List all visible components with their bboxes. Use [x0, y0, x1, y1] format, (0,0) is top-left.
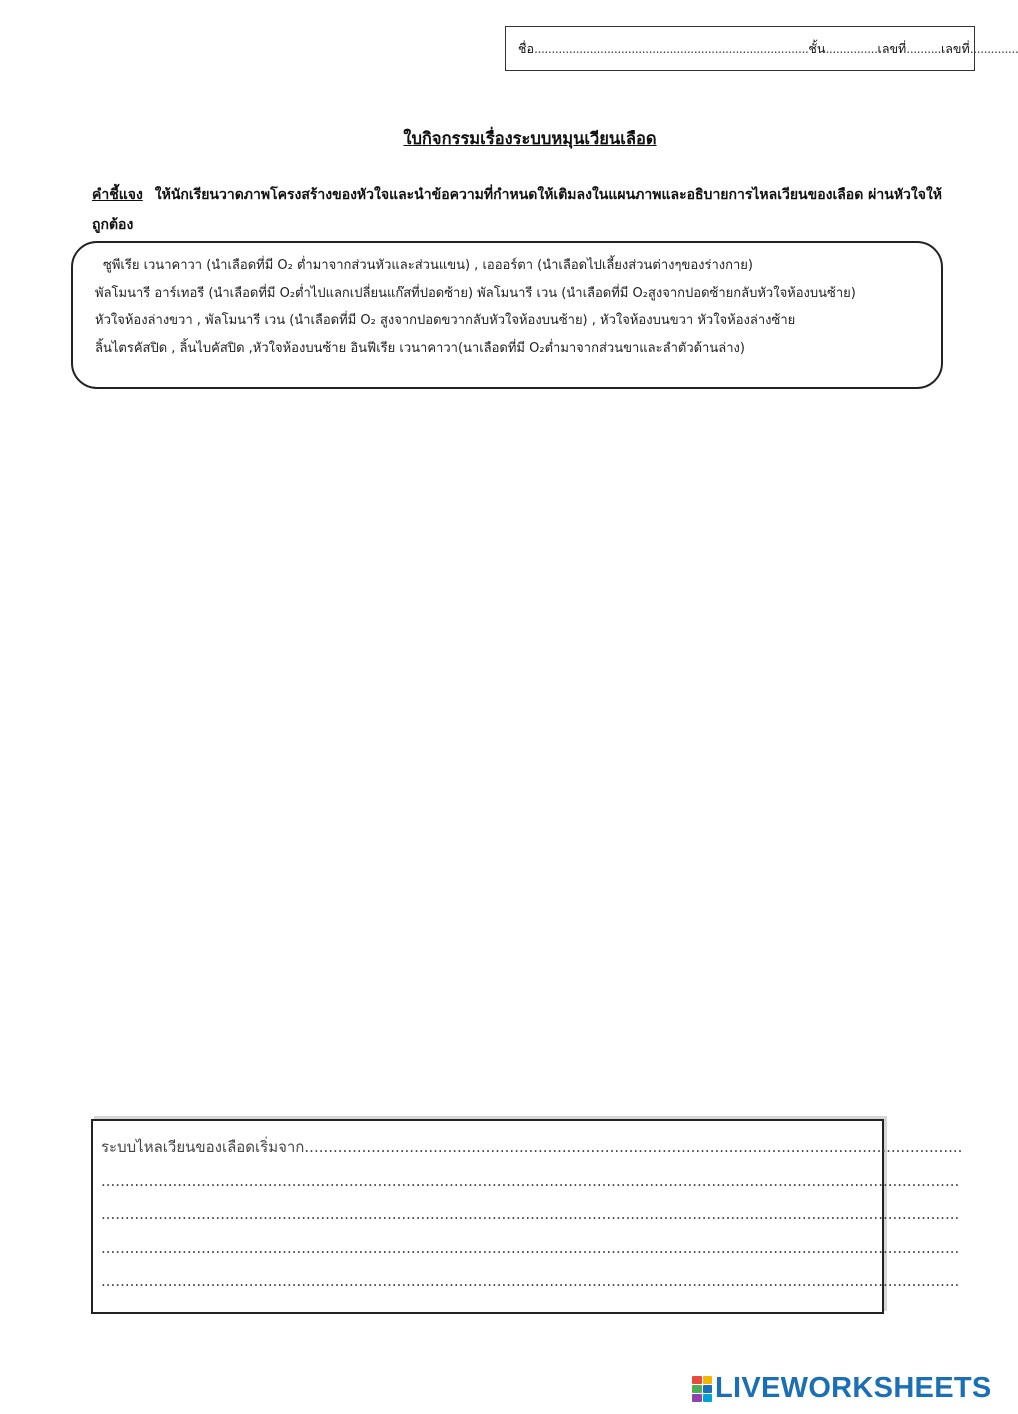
name-label: ชื่อ — [518, 40, 534, 56]
class-label: ชั้น — [808, 40, 826, 56]
answer-line[interactable]: .................................................................................................................................................................................... — [101, 1205, 960, 1223]
word-bank-box — [71, 241, 943, 389]
number-label: เลขที่ — [877, 40, 907, 56]
answer-prompt: ระบบไหลเวียนของเลือดเริ่มจาก — [101, 1138, 305, 1156]
number2-field[interactable]: .............. — [969, 41, 1018, 56]
answer-prompt-dots: .......................................................................................................................................... — [304, 1138, 963, 1156]
word-bank-line: ลิ้นไตรคัสปิด , ลิ้นไบคัสปิด ,หัวใจห้องบนซ้าย อินฟีเรีย เวนาคาวา(นาเลือดที่มี O₂ต่ำมาจากส่วนขาและลำตัวด้านล่าง) — [95, 340, 745, 356]
liveworksheets-logo — [692, 1372, 992, 1405]
answer-line[interactable]: .................................................................................................................................................................................... — [101, 1171, 960, 1190]
student-info-box — [505, 26, 1018, 71]
liveworksheets-mark-icon — [692, 1376, 712, 1402]
page-title: ใบกิจกรรมเรื่องระบบหมุนเวียนเลือด — [403, 129, 657, 148]
instructions-text: ให้นักเรียนวาดภาพโครงสร้างของหัวใจและนำข้อความที่กำหนดให้เติมลงในแผนภาพและอธิบายการไหลเวียนของเลือด ผ่านหัวใจให้ถูกต้อง — [92, 187, 943, 233]
name-field[interactable]: ............................................................................... — [534, 41, 809, 56]
number-field[interactable]: .......... — [906, 41, 941, 56]
word-bank-line: หัวใจห้องล่างขวา , พัลโมนารี เวน (นำเลือดที่มี O₂ สูงจากปอดขวากลับหัวใจห้องบนซ้าย) , หัวใจห้องบนขวา หัวใจห้องล่างซ้าย — [95, 313, 796, 328]
instructions — [92, 180, 942, 240]
liveworksheets-text: LIVEWORKSHEETS — [715, 1372, 992, 1404]
answer-line[interactable]: .................................................................................................................................................................................... — [101, 1272, 960, 1290]
class-field[interactable]: ............... — [825, 41, 878, 56]
word-bank-line: ซูพีเรีย เวนาคาวา (นำเลือดที่มี O₂ ต่ำมาจากส่วนหัวและส่วนแขน) , เอออร์ตา (นำเลือดไปเลี้ยงส่วนต่างๆของร่างกาย) — [103, 258, 753, 273]
answer-line[interactable] — [101, 1131, 963, 1165]
drawing-area[interactable] — [71, 400, 943, 1100]
word-bank-line: พัลโมนารี อาร์เทอรี (นำเลือดที่มี O₂ต่ำไปแลกเปลี่ยนแก๊สที่ปอดซ้าย) พัลโมนารี เวน (นำเลือดที่มี O₂สูงจากปอดซ้ายกลับหัวใจห้องบนซ้าย) — [95, 285, 856, 301]
answer-line[interactable]: .................................................................................................................................................................................... — [101, 1238, 960, 1257]
instructions-label: คำชี้แจง — [92, 187, 143, 203]
number2-label: เลขที่ — [941, 40, 970, 56]
answer-box — [91, 1119, 963, 1314]
